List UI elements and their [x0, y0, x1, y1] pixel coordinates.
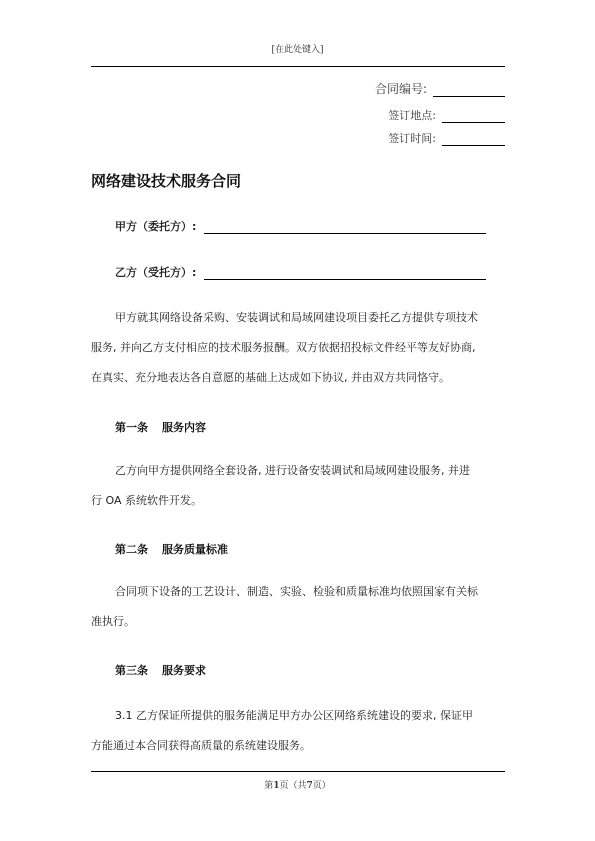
article-title: 服务内容	[162, 421, 206, 434]
footer-middle: 页（共	[279, 781, 307, 791]
sign-time-field[interactable]	[442, 133, 505, 146]
intro-line: 在真实、充分地表达各自意愿的基础上达成如下协议, 并由双方共同恪守。	[91, 371, 450, 384]
article-line: 准执行。	[91, 615, 135, 628]
sign-place-label: 签订地点:	[388, 109, 436, 122]
header-placeholder[interactable]: [在此处键入]	[271, 45, 324, 55]
article-number: 第三条	[115, 664, 148, 677]
article-3-heading	[115, 662, 206, 678]
intro-line: 甲方就其网络设备采购、安装调试和局域网建设项目委托乙方提供专项技术	[115, 311, 478, 324]
party-b-field[interactable]	[204, 267, 486, 280]
sign-time-row	[388, 130, 505, 146]
party-a-field[interactable]	[204, 221, 486, 234]
article-2-body	[91, 577, 505, 637]
party-b-row	[115, 264, 486, 280]
article-title: 服务要求	[162, 664, 206, 677]
party-a-label: 甲方（委托方）:	[115, 220, 197, 233]
contract-no-label: 合同编号:	[374, 82, 427, 96]
article-1-body	[91, 456, 505, 516]
intro-paragraph	[91, 303, 505, 393]
contract-no-field[interactable]	[433, 84, 505, 97]
party-b-label: 乙方（受托方）:	[115, 266, 197, 279]
sign-place-row	[388, 107, 505, 123]
article-number: 第一条	[115, 421, 148, 434]
contract-title: 网络建设技术服务合同	[91, 172, 242, 190]
sign-time-label: 签订时间:	[388, 132, 436, 145]
contract-no-row	[375, 80, 505, 97]
footer-suffix: 页）	[312, 781, 331, 791]
party-a-row	[115, 218, 486, 234]
article-3-body	[91, 701, 505, 761]
footer-prefix: 第	[264, 781, 274, 791]
article-line: 3.1 乙方保证所提供的服务能满足甲方办公区网络系统建设的要求, 保证甲	[115, 709, 473, 722]
article-line: 行 OA 系统软件开发。	[91, 494, 202, 507]
page-number: 1	[273, 781, 280, 791]
sign-place-field[interactable]	[442, 110, 505, 123]
article-number: 第二条	[115, 543, 148, 556]
footer-rule	[91, 771, 505, 772]
article-1-heading	[115, 419, 206, 435]
intro-line: 服务, 并向乙方支付相应的技术服务报酬。双方依据招投标文件经平等友好协商,	[91, 341, 476, 354]
total-pages: 7	[306, 781, 313, 791]
header-rule	[91, 66, 505, 67]
article-line: 方能通过本合同获得高质量的系统建设服务。	[91, 739, 311, 752]
article-2-heading	[115, 541, 228, 557]
article-line: 合同项下设备的工艺设计、制造、实验、检验和质量标准均依照国家有关标	[115, 585, 478, 598]
article-line: 乙方向甲方提供网络全套设备, 进行设备安装调试和局域网建设服务, 并进	[115, 464, 470, 477]
article-title: 服务质量标准	[162, 543, 228, 556]
page-footer	[0, 778, 595, 791]
